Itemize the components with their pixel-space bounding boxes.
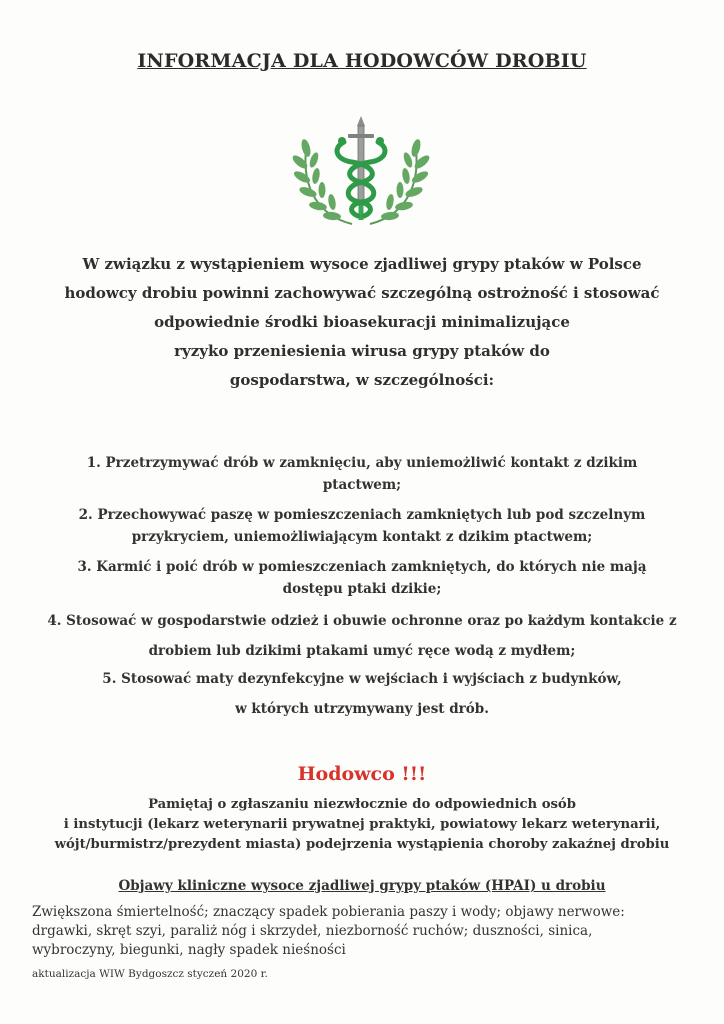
symptoms-line: Zwiększona śmiertelność; znaczący spadek pobierania paszy i wody; objawy nerwowe: — [32, 904, 625, 920]
intro-line: gospodarstwa, w szczególności: — [229, 371, 495, 389]
symptoms-paragraph — [32, 903, 680, 960]
update-footnote: aktualizacja WIW Bydgoszcz styczeń 2020 r. — [32, 968, 268, 980]
rule-line: ptactwem; — [322, 477, 402, 493]
intro-line: W związku z wystąpieniem wysoce zjadliwej grypy ptaków w Polsce — [82, 255, 642, 273]
rule-line: 4. Stosować w gospodarstwie odzież i obuwie ochronne oraz po każdym kontakcie z — [47, 613, 677, 629]
intro-line: ryzyko przeniesienia wirusa grypy ptaków do — [174, 342, 550, 360]
intro-line: odpowiednie środki bioasekuracji minimalizujące — [154, 313, 570, 331]
veterinary-emblem-icon — [292, 112, 430, 232]
symptoms-heading: Objawy kliniczne wysoce zjadliwej grypy ptaków (HPAI) u drobiu — [118, 878, 606, 894]
symptoms-line: drgawki, skręt szyi, paraliż nóg i skrzydeł, niezborność ruchów; duszności, sinica, — [32, 923, 593, 939]
poster-title: INFORMACJA DLA HODOWCÓW DROBIU — [137, 50, 587, 72]
rule-item-5 — [20, 664, 704, 724]
rule-item-1 — [20, 452, 704, 496]
warning-heading: Hodowco !!! — [297, 763, 427, 785]
reporting-notice — [20, 795, 704, 855]
rule-line: 1. Przetrzymywać drób w zamknięciu, aby uniemożliwić kontakt z dzikim — [86, 455, 638, 471]
rule-line: przykryciem, uniemożliwiającym kontakt z dzikim ptactwem; — [131, 529, 593, 545]
rule-item-3 — [20, 556, 704, 600]
rule-line: 5. Stosować maty dezynfekcyjne w wejściach i wyjściach z budynków, — [102, 671, 622, 687]
intro-line: hodowcy drobiu powinni zachowywać szczególną ostrożność i stosować — [64, 284, 660, 302]
notice-line: wójt/burmistrz/prezydent miasta) podejrzenia wystąpienia choroby zakaźnej drobiu — [54, 837, 670, 852]
intro-paragraph — [30, 250, 694, 395]
symptoms-line: wybroczyny, biegunki, nagły spadek nieśności — [32, 942, 346, 958]
rule-line: dostępu ptaki dzikie; — [282, 581, 442, 597]
rule-line: 2. Przechowywać paszę w pomieszczeniach zamkniętych lub pod szczelnym — [78, 507, 646, 523]
notice-line: Pamiętaj o zgłaszaniu niezwłocznie do odpowiednich osób — [148, 797, 576, 812]
rule-line: drobiem lub dzikimi ptakami umyć ręce wodą z mydłem; — [148, 643, 576, 659]
notice-line: i instytucji (lekarz weterynarii prywatnej praktyki, powiatowy lekarz weterynarii, — [63, 817, 661, 832]
rule-line: 3. Karmić i poić drób w pomieszczeniach zamkniętych, do których nie mają — [77, 559, 647, 575]
rule-line: w których utrzymywany jest drób. — [235, 701, 489, 717]
rule-item-2 — [20, 504, 704, 548]
rule-item-4 — [20, 606, 704, 666]
